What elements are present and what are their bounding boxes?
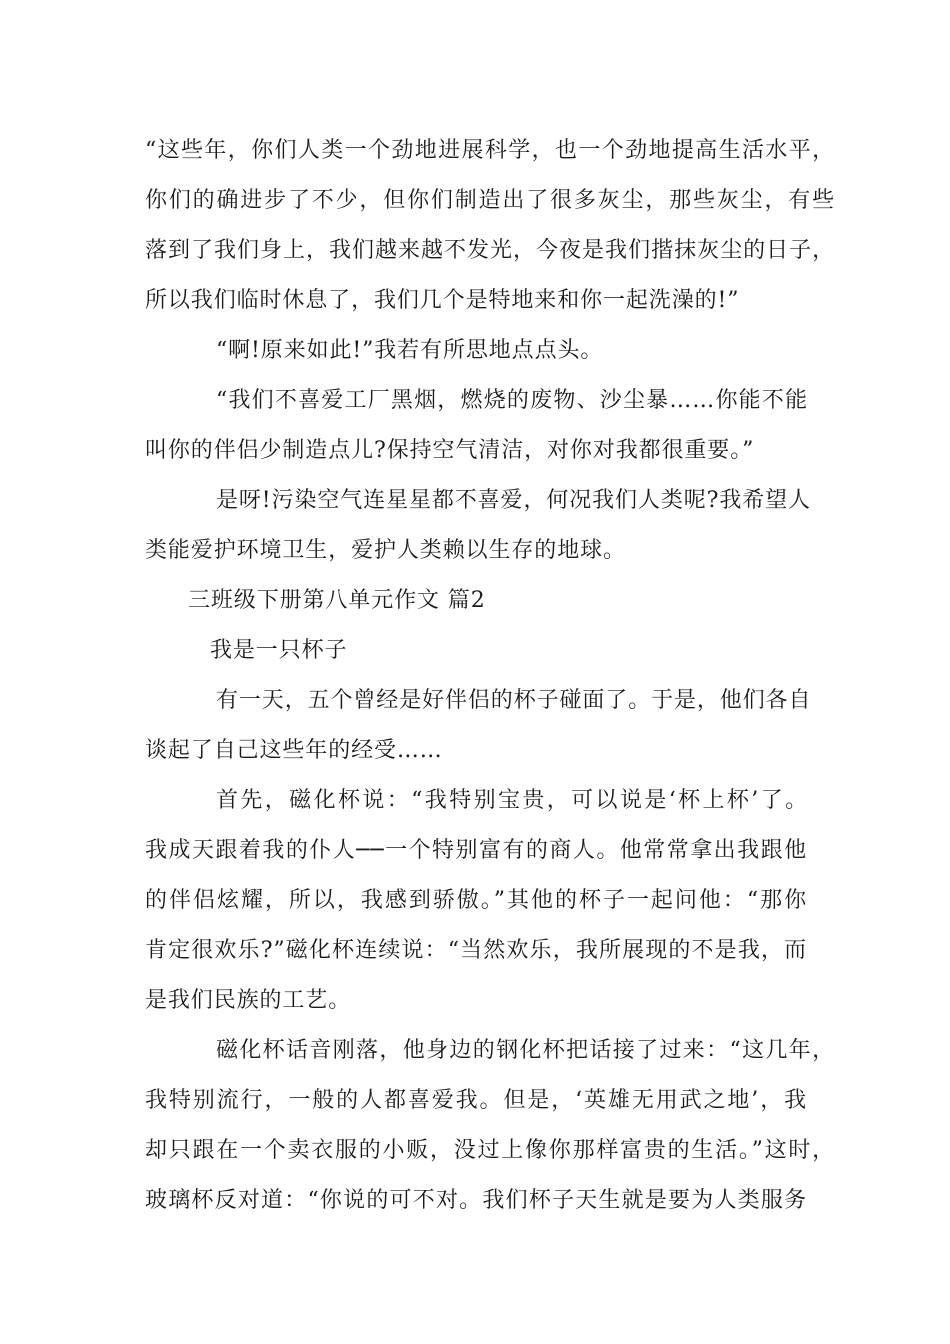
paragraph-line: 叫你的伴侣少制造点儿?保持空气清洁，对你对我都很重要。” (145, 438, 755, 463)
paragraph-line: “这些年，你们人类一个劲地进展科学，也一个劲地提高生活水平， (145, 138, 835, 163)
paragraph-line: 谈起了自己这些年的经受…… (145, 738, 443, 763)
paragraph-line: 是呀!污染空气连星星都不喜爱，何况我们人类呢?我希望人 (216, 488, 811, 513)
paragraph-line: “我们不喜爱工厂黑烟，燃烧的废物、沙尘暴……你能不能 (216, 388, 808, 413)
paragraph-line: 首先，磁化杯说：“我特别宝贵，可以说是‘杯上杯’了。 (216, 788, 808, 813)
paragraph-line: 磁化杯话音刚落，他身边的钢化杯把话接了过来：“这几年， (216, 1038, 835, 1063)
essay-title: 我是一只杯子 (210, 638, 348, 663)
paragraph-line: 你们的确进步了不少，但你们制造出了很多灰尘，那些灰尘，有些 (145, 188, 835, 213)
paragraph-line: 我成天跟着我的仆人──一个特别富有的商人。他常常拿出我跟他 (145, 838, 807, 863)
paragraph-line: 落到了我们身上，我们越来越不发光，今夜是我们揩抹灰尘的日子， (145, 238, 835, 263)
paragraph-line: “啊!原来如此!”我若有所思地点点头。 (216, 338, 604, 363)
paragraph-line: 却只跟在一个卖衣服的小贩，没过上像你那样富贵的生活。”这时， (145, 1138, 835, 1163)
section-heading: 三班级下册第八单元作文 篇2 (188, 588, 486, 613)
paragraph-line: 的伴侣炫耀，所以，我感到骄傲。”其他的杯子一起问他：“那你 (145, 888, 807, 913)
paragraph-line: 玻璃杯反对道：“你说的可不对。我们杯子天生就是要为人类服务 (145, 1188, 807, 1213)
paragraph-line: 类能爱护环境卫生，爱护人类赖以生存的地球。 (145, 538, 626, 563)
paragraph-line: 是我们民族的工艺。 (145, 988, 352, 1013)
paragraph-line: 有一天，五个曾经是好伴侣的杯子碰面了。于是，他们各自 (216, 688, 812, 713)
paragraph-line: 所以我们临时休息了，我们几个是特地来和你一起洗澡的!” (145, 288, 740, 313)
paragraph-line: 肯定很欢乐?”磁化杯连续说：“当然欢乐，我所展现的不是我，而 (145, 938, 807, 963)
paragraph-line: 我特别流行，一般的人都喜爱我。但是，‘英雄无用武之地’，我 (145, 1088, 807, 1113)
